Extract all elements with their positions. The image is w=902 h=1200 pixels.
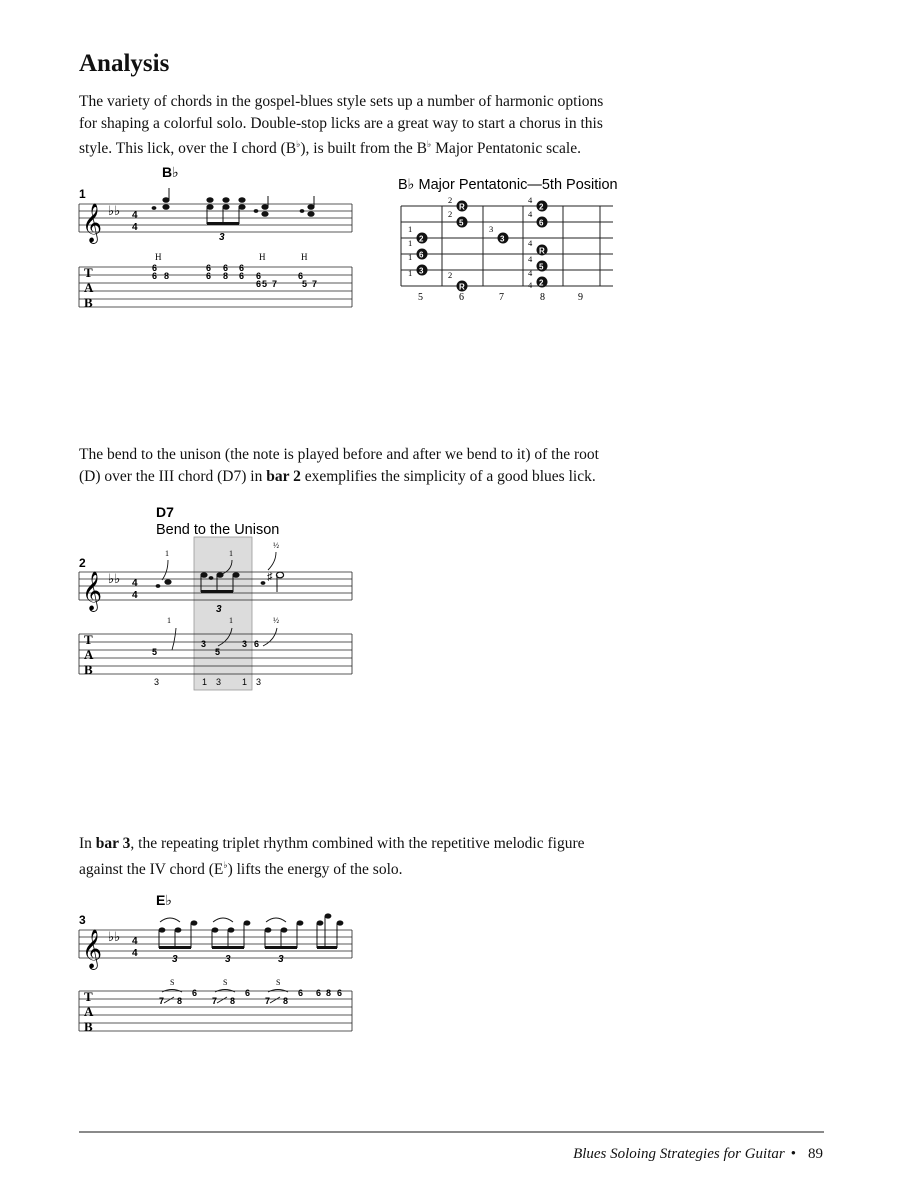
tab-letter: A [84, 280, 94, 295]
hammer-mark: H [259, 252, 266, 262]
flat-sign: ♭ [223, 859, 228, 870]
scale-dot-label: 6 [539, 218, 544, 228]
text-run: style. This lick, over the I chord (B [79, 140, 297, 158]
key-signature-icon: ♭♭ [108, 571, 121, 586]
paragraph-line [79, 833, 639, 855]
tab-number: 3 [242, 639, 248, 649]
fret-number: 9 [578, 292, 583, 303]
tab-letter: T [84, 632, 93, 647]
book-title: Blues Soloing Strategies for Guitar [573, 1146, 785, 1162]
tab-number: 3 [201, 639, 207, 649]
text-run: In [79, 835, 96, 852]
time-signature-icon: 4 [132, 936, 138, 947]
text-run: , the repeating triplet rhythm combined with the repetitive melodic figure [130, 835, 585, 852]
svg-text:4: 4 [132, 590, 138, 601]
bar-number: 2 [79, 556, 86, 570]
finger-number: 2 [448, 195, 453, 205]
slide-marks [170, 978, 280, 987]
bold-text: bar 2 [266, 467, 301, 485]
tab-number: 5 [152, 647, 158, 657]
tab-number: 6 [192, 988, 198, 998]
time-signature-icon: 4 [132, 578, 138, 589]
finger-number: 4 [528, 238, 533, 248]
bend-amount: 1 [165, 549, 169, 558]
tab-number: 6 [256, 271, 262, 281]
section-heading: Analysis [79, 50, 170, 77]
svg-text:4: 4 [132, 948, 138, 959]
fret-number: 6 [459, 292, 464, 303]
finger-number: 4 [528, 280, 533, 290]
fret-number: 7 [499, 292, 504, 303]
scale-dot-label: R [539, 246, 545, 256]
finger-number: 3 [154, 677, 160, 687]
tab-letter: B [84, 1019, 93, 1034]
tab-number: 6 [337, 988, 343, 998]
slide-mark: S [276, 978, 281, 987]
tab-letter: A [84, 647, 94, 662]
finger-number: 1 [242, 677, 248, 687]
footer-rule [79, 1131, 824, 1133]
tab-number: 6 [239, 271, 245, 281]
page-footer [573, 1146, 823, 1163]
finger-number: 3 [216, 677, 222, 687]
bend-amount: 1 [167, 616, 171, 625]
bold-text: bar 3 [95, 835, 131, 852]
scale-dot-label: 6 [419, 250, 424, 260]
tab-letter: T [84, 265, 93, 280]
triplet-mark: 3 [225, 954, 231, 965]
chord-symbol: E♭ [156, 892, 172, 908]
paragraph-intro [79, 91, 639, 160]
beam [201, 590, 233, 593]
tab-number: 8 [177, 996, 183, 1006]
tab-letter: B [84, 662, 93, 677]
text-run: Major Pentatonic scale. [431, 140, 581, 158]
highlight-box [194, 537, 252, 690]
text-run: ) lifts the energy of the solo. [227, 860, 403, 878]
finger-number: 2 [448, 270, 453, 280]
chord-symbol: B♭ [162, 164, 179, 180]
tab-number: 6 [239, 263, 245, 273]
bend-amount: 1 [229, 616, 233, 625]
tab-number: 6 [298, 988, 304, 998]
scale-dot-label: 3 [419, 266, 424, 276]
key-signature-icon: ♭♭ [108, 203, 121, 218]
scale-dot-label: 3 [500, 234, 505, 244]
triplet-mark: 3 [219, 232, 225, 243]
example-label: Bend to the Unison [156, 522, 280, 538]
tab-number: 8 [326, 988, 332, 998]
paragraph-line: for shaping a colorful solo. Double-stop licks are a great way to start a chorus in this [79, 114, 603, 132]
bend-amount: ½ [273, 616, 279, 625]
tab-number: 6 [254, 639, 260, 649]
svg-text:4: 4 [132, 222, 138, 233]
finger-numbers [408, 195, 533, 290]
paragraph-line: The bend to the unison (the note is played before and after we bend to it) of the root [79, 446, 599, 463]
bend-amount: ½ [273, 541, 279, 550]
tab-number: 5 [262, 279, 268, 289]
scale-dot-label: 2 [539, 278, 544, 288]
paragraph-line [79, 134, 639, 160]
scale-dot-label: 2 [419, 234, 424, 244]
bar-number: 1 [79, 187, 86, 201]
finger-number: 4 [528, 209, 533, 219]
tab-number: 7 [265, 996, 271, 1006]
fret-number: 8 [540, 292, 545, 303]
fret-number: 5 [418, 292, 423, 303]
tab-number: 7 [272, 279, 278, 289]
triplet-mark: 3 [278, 954, 284, 965]
triplet-mark: 3 [172, 954, 178, 965]
tab-number: 6 [206, 263, 212, 273]
time-signature-icon: 4 [132, 210, 138, 221]
tab-letter: B [84, 295, 93, 310]
paragraph-line: The variety of chords in the gospel-blues style sets up a number of harmonic options [79, 93, 604, 110]
tab-number: 5 [215, 647, 221, 657]
tab-number: 7 [159, 996, 165, 1006]
beams [159, 946, 337, 949]
fret-numbers [418, 292, 583, 303]
finger-number: 1 [408, 238, 413, 248]
treble-clef-icon: 𝄞 [82, 205, 103, 242]
tab-number: 6 [245, 988, 251, 998]
finger-number: 4 [528, 195, 533, 205]
finger-number: 1 [408, 268, 413, 278]
finger-number: 4 [528, 268, 533, 278]
treble-clef-icon: 𝄞 [82, 573, 103, 610]
tab-number: 6 [206, 271, 212, 281]
sharp-sign-icon: ♯ [267, 571, 273, 583]
tab-number: 7 [312, 279, 318, 289]
hammer-mark: H [301, 252, 308, 262]
beam [207, 222, 239, 225]
scale-dot-label: R [459, 202, 465, 212]
tab-number: 8 [283, 996, 289, 1006]
page-number: 89 [808, 1146, 823, 1162]
scale-dot-label: 5 [459, 218, 464, 228]
text-run: exemplifies the simplicity of a good blues lick. [300, 467, 596, 485]
paragraph-line [79, 855, 639, 881]
finger-number: 1 [408, 224, 413, 234]
paragraph-bend [79, 444, 639, 487]
tab-number: 6 [152, 263, 158, 273]
paragraph-line [79, 466, 639, 488]
footer-bullet: • [790, 1146, 796, 1162]
tab-number: 5 [302, 279, 308, 289]
scale-dot-label: 5 [539, 262, 544, 272]
slide-mark: S [170, 978, 175, 987]
tab-number: 6 [316, 988, 322, 998]
finger-number: 1 [408, 252, 413, 262]
paragraph-triplet [79, 833, 639, 880]
finger-number: 3 [489, 224, 494, 234]
triplet-marks [172, 954, 284, 965]
finger-number: 4 [528, 254, 533, 264]
finger-number: 1 [202, 677, 208, 687]
scale-diagram [398, 172, 648, 312]
fretboard-grid [401, 206, 613, 286]
tab-number: 7 [212, 996, 218, 1006]
finger-number: 3 [256, 677, 262, 687]
example-3-notation [70, 888, 370, 1038]
tab-number: 6 [223, 263, 229, 273]
hammer-mark: H [155, 252, 162, 262]
tab-number: 8 [164, 271, 170, 281]
scale-title: B♭ Major Pentatonic—5th Position [398, 177, 618, 193]
example-2-notation [70, 500, 370, 695]
tab-number: 6 [152, 271, 158, 281]
tab-number: 8 [223, 271, 229, 281]
flat-sign: ♭ [426, 139, 432, 149]
tab-number: 6 [298, 271, 304, 281]
finger-number: 2 [448, 209, 453, 219]
tab-number: 8 [230, 996, 236, 1006]
flat-sign: ♭ [296, 139, 301, 149]
text-run: ), is built from the B [300, 140, 427, 158]
treble-clef-icon: 𝄞 [82, 931, 103, 968]
bar-number: 3 [79, 913, 86, 927]
chord-symbol: D7 [156, 504, 174, 520]
tab-letter: T [84, 989, 93, 1004]
bend-amount: 1 [229, 549, 233, 558]
tab-letter: A [84, 1004, 94, 1019]
triplet-mark: 3 [216, 604, 222, 615]
text-run: (D) over the III chord (D7) in [79, 467, 267, 485]
slide-mark: S [223, 978, 228, 987]
key-signature-icon: ♭♭ [108, 929, 121, 944]
scale-dot-label: R [459, 282, 465, 292]
tab-number: 6 [256, 279, 262, 289]
scale-dot-label: 2 [539, 202, 544, 212]
text-run: against the IV chord (E [79, 860, 224, 878]
example-1-notation [70, 160, 370, 320]
